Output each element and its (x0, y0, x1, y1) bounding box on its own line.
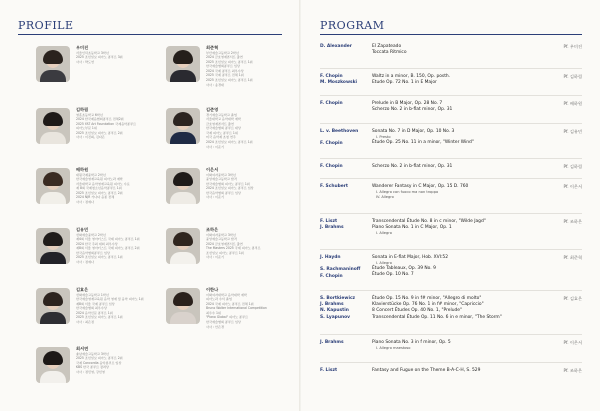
composer-name: N. Kapustin (320, 308, 349, 314)
profile-photo (36, 108, 70, 144)
profile-bio-line: 국제 Concordia 음악콩쿠르 입상 (76, 360, 122, 365)
profile-bio-line: 2024 NJR 가나다 음콩 전체 (76, 195, 115, 200)
profile-bio-line: 대원국제중학교 2학년 (76, 172, 106, 177)
profile-bio (206, 45, 294, 87)
profile-bio-line: 한국음악협회 콩쿠르 입상 (206, 190, 241, 195)
movement-title: I. Allegro (376, 231, 392, 236)
profile-bio-line: The Masters 2025 국제 피아노 콩쿠르 (206, 246, 261, 251)
profile-bio (206, 287, 294, 329)
program-separator (320, 249, 582, 250)
movement-title: I. Allegro maestoso (376, 346, 411, 351)
composer-name: F. Chopin (320, 74, 343, 79)
performer-name: Pf. 김하림 (563, 74, 582, 79)
composer-name: F. Liszt (320, 368, 338, 373)
profile-photo (166, 288, 200, 324)
composer-name: F. Schubert (320, 184, 348, 189)
performer-name: Pf. 우미진 (563, 44, 582, 49)
profile-bio-line: 이화여자대학교 음악대학 재학 (206, 292, 247, 297)
profile-bio-line: 선화예술고등학교 1학년 (76, 292, 109, 297)
program-works (372, 164, 542, 170)
profile-bio-line: 국제 피아노 콩쿠르 1위 (206, 130, 238, 135)
performer-name: Pf. 김효은 (563, 296, 582, 301)
program-separator (320, 158, 582, 159)
profile-bio-line: 최우수 1위 (206, 310, 221, 315)
work-title: Étude Op. 25 No. 11 in a minor, "Winter Wind" (372, 140, 474, 146)
profile-bio-line: 한국예술협회 콩쿠르 입상 (206, 320, 241, 325)
work-title: Prelude in B Major, Op. 28 No. 7 (372, 101, 443, 106)
program-separator (320, 68, 582, 69)
program-separator (320, 123, 582, 124)
profile-name: 이은서 (206, 167, 219, 172)
performer-name: Pf. 배하원 (563, 101, 582, 106)
profile-bio-line: 사사 : 이준기 (206, 195, 224, 200)
profile-name: 김유민 (76, 227, 89, 232)
profile-photo (36, 347, 70, 383)
profile-name: 김준영 (206, 107, 219, 112)
profile-bio-line: 한국예술협회 최우수상 (76, 306, 107, 311)
profile-name: 최준혁 (206, 45, 219, 50)
profile-bio-line: 2025 조선일보 피아노 콩쿠르 3위 (76, 55, 123, 60)
program-works (372, 255, 542, 279)
composer-name: F. Chopin (320, 141, 343, 147)
profile-bio-line: 2024 조선일보 피아노 콩쿠르 1위 (206, 140, 253, 145)
profile-bio-line: 한국예술협회 피아노 콩쿠르 1위 (206, 181, 250, 186)
program-page (300, 0, 600, 411)
program-heading: PROGRAM (320, 19, 385, 32)
profile-bio-line: 2024 조선일보 피아노 콩쿠르 입상 (206, 186, 254, 191)
work-title: Toccata Ritmico (372, 50, 407, 56)
profile-bio-line: Bruno Walter International Competition (206, 306, 267, 311)
composer-name: J. Brahms (320, 340, 344, 345)
program-works (372, 44, 542, 56)
program-separator (320, 290, 582, 291)
movement-title: I. Allegro con fuoco ma non troppo (376, 190, 439, 195)
profile-bio-line: 이화여자중학교 3학년 (206, 172, 236, 177)
work-title: Piano Sonata No. 3 in f minor, Op. 5 (372, 340, 451, 345)
profile-bio-line: 선화예술중학교 2학년 (76, 232, 106, 237)
program-works (372, 74, 542, 86)
program-separator (320, 334, 582, 335)
work-title: I. Allegro (376, 261, 392, 266)
performer-name: Pf. 조하은 (563, 368, 582, 373)
work-title: Piano Sonata No. 1 in C Major, Op. 1 (372, 225, 452, 231)
profile-bio-line: 2024 금호영재콘서트 출연 (206, 55, 243, 60)
profile-name: 김하림 (76, 107, 89, 112)
profile-bio-line: 사사 : 정예나 (76, 260, 94, 265)
profile-bio-line: 서울대학교 음악영재교육원 피아노 수료 (76, 181, 130, 186)
composer-name: D. Alexander (320, 44, 352, 49)
profile-bio-line: 제8회 서울 국제 콩쿠르 입상 (76, 301, 115, 306)
performer-name: Pf. 이은서 (563, 340, 582, 345)
profile-photo (166, 108, 200, 144)
profile-bio-line: 사사 : 이진희, 김다은 (76, 135, 105, 140)
profile-bio-line: 2025 조선일보 피아노 콩쿠르 2위 (76, 190, 123, 195)
composer-name: F. Chopin (320, 273, 343, 279)
profile-bio-line: 제 8회 국제청소년음악콩쿠르 1위 (76, 186, 122, 191)
profile-photo (36, 46, 70, 82)
profile-bio-line: 피아노과 수석 졸업 (206, 297, 232, 302)
profile-bio-line: 충남예술고등학교 3학년 (76, 351, 109, 356)
profile-name: 우미진 (76, 45, 89, 50)
profile-bio-line: 사사 : 정예나 (76, 200, 94, 205)
profile-bio-line: 2024 국제 콩쿠르 최우수상 (206, 68, 244, 73)
program-separator (320, 178, 582, 179)
profile-bio-line: 2025 조선일보 피아노 콩쿠르 1위 (76, 255, 123, 260)
profile-bio-line: 경기예술고등학교 졸업 (206, 112, 237, 117)
composer-name: S. Bortkiewicz (320, 296, 356, 301)
profile-photo (166, 168, 200, 204)
profile-bio-line: 영훈초등학교 6학년 (76, 112, 103, 117)
profile-bio-line: 중앙예술고등학교 합격 (206, 177, 237, 182)
profile-bio (76, 287, 164, 325)
profile-bio-line: 사사 : 이준기 (206, 144, 224, 149)
profile-bio-line: 사사 : 최은정 (76, 320, 94, 325)
profile-bio-line: 2025 조선일보 피아노 콩쿠르 2위 (76, 130, 123, 135)
profile-bio-line: 미국 음악제 초청 연주 (206, 135, 236, 140)
program-separator (320, 95, 582, 96)
profile-bio-line: 한국음악협회콩쿠르 입상 (76, 250, 110, 255)
composer-name: S. Rachmaninoff (320, 267, 361, 273)
profile-name: 이한나 (206, 287, 219, 292)
profile-bio-line: 제4회 서울 영아티스트 국제 피아노 콩쿠르 1위 (76, 237, 140, 242)
profile-bio-line: 2025 조선일보 피아노 콩쿠르 2위 (76, 356, 123, 361)
performer-name: Pf. 김하림 (563, 164, 582, 169)
profile-bio-line: 2024 음악신문 콩쿠르 1위 (76, 310, 113, 315)
profile-bio-line: 사사 : 정민영, 강선영 (76, 369, 105, 374)
profile-bio-line: 조선일보 피아노 콩쿠르 1위 (206, 250, 244, 255)
profile-photo (36, 168, 70, 204)
profile-bio-line: 금호영재콘서트 출연 (206, 121, 234, 126)
work-title: Scherzo No. 2 in b-flat minor, Op. 31 (372, 107, 453, 113)
profile-bio (76, 45, 164, 64)
program-works (372, 129, 542, 146)
profile-bio-line: 서울인덕초등학교 3학년 (76, 50, 109, 55)
profile-bio-line: 중앙예술고등학교 합격 (206, 237, 237, 242)
profile-bio (76, 167, 164, 205)
profile-bio-line: KBS 한국 콩쿠르 장려상 (76, 365, 109, 370)
profile-bio-line: 제8회 서울 영아티스트 국제 피아노 콩쿠르 2위 (76, 246, 140, 251)
profile-name: 최서연 (76, 346, 89, 351)
work-title: Waltz in a minor, B. 150, Op. posth. (372, 74, 451, 79)
program-works (372, 219, 542, 236)
performer-name: Pf. 김유민 (563, 129, 582, 134)
profile-bio-line: 2025 조선일보 피아노 콩쿠르 1위 (206, 78, 253, 83)
profile-bio-line: 사사 : 안은경 (206, 324, 224, 329)
profile-bio-line: 부산예술고등학교 2학년 (206, 50, 239, 55)
profile-name: 김효은 (76, 287, 89, 292)
work-title: 8 Concert Études Op. 40 No. 1, "Prelude" (372, 308, 463, 314)
profile-bio-line: 한국예술영재교육원 피아노과 재학 (76, 177, 123, 182)
profile-bio-line: 2024 한국제음협회콩쿠르 전체2위 (76, 117, 124, 122)
profile-bio (206, 167, 294, 200)
profile-photo (36, 228, 70, 264)
work-title: Transcendental Étude No. 8 in c minor, "Wilde Jagd" (372, 219, 486, 224)
program-works (372, 368, 542, 374)
profile-photo (36, 288, 70, 324)
work-title: Scherzo No. 2 in b-flat minor, Op. 31 (372, 164, 453, 169)
profile-bio-line: 한국예술협회 콩쿠르 대상 (206, 126, 241, 131)
profile-heading-rule (18, 34, 282, 35)
work-title: Étude Tableaux, Op. 39 No. 9 (372, 266, 436, 272)
profile-bio-line: 사사 : 송경대 (206, 82, 224, 87)
profile-bio-line: 서울대학교 음악대학 재학 (206, 117, 241, 122)
profile-bio (206, 227, 294, 260)
work-title: I. Presto (376, 135, 391, 140)
profile-heading: PROFILE (18, 19, 74, 32)
composer-name: J. Brahms (320, 225, 344, 231)
composer-name: F. Chopin (320, 164, 343, 169)
composer-name: J. Haydn (320, 255, 341, 260)
profile-bio-line: 2025 국제 콩쿠르 전체 1위 (206, 73, 244, 78)
profile-bio-line: 사사 : 이준기 (206, 255, 224, 260)
profile-bio-line: 2024 금호영재콘서트 출연 (206, 241, 243, 246)
profile-name: 조하은 (206, 227, 219, 232)
composer-name: L. v. Beethoven (320, 129, 359, 134)
work-title: Étude Op. 10 No. 7 (372, 272, 414, 278)
profile-bio-line: 2024 한국 주최 대회 최우수상 (76, 241, 118, 246)
performer-name: Pf. 이은서 (563, 184, 582, 189)
program-works (372, 184, 542, 200)
composer-name: M. Moszkowski (320, 80, 358, 86)
work-title: Transcendental Étude Op. 11 No. 6 in e minor, "The Storm" (372, 314, 502, 320)
program-heading-rule (320, 34, 582, 35)
composer-name: S. Lyapunov (320, 314, 350, 320)
work-title: El Zapateado (372, 44, 402, 49)
profile-bio-line: 한국예술협회콩쿠르 입상 (206, 64, 240, 69)
work-title: Étude Op. 15 No. 9 in f# minor, "Allegro di molto" (372, 296, 482, 301)
profile-name: 배하원 (76, 167, 89, 172)
work-title: Sonata in E-flat Major, Hob. XVI:52 (372, 255, 449, 260)
profile-bio (76, 227, 164, 265)
profile-bio-line: 한국예술영재교육원 음악 영재 및 음악 피아노 1위 (76, 297, 144, 302)
work-title: Etude Op. 72 No. 1 in E Major (372, 80, 437, 86)
program-works (372, 101, 542, 113)
profile-bio-line: 2025 조선일보 피아노 콩쿠르 1위 (76, 315, 123, 320)
profile-bio-line: 2024 국제 피아노 콩쿠르 전체 1위 (206, 301, 254, 306)
work-title: Klavierstücke Op. 76 No. 1 in f# minor, "Capriccio" (372, 302, 484, 308)
composer-name: J. Brahms (320, 302, 344, 308)
program-separator (320, 213, 582, 214)
work-title: Wanderer Fantasy in C Major, Op. 15 D. 760 (372, 184, 469, 189)
program-works (372, 340, 542, 351)
profile-bio (206, 107, 294, 149)
work-title: Sonata No. 7 in D Major, Op. 10 No. 3 (372, 129, 455, 134)
composer-name: F. Chopin (320, 101, 343, 106)
profile-bio-line: 2025 조선일보 피아노 콩쿠르 1위 (206, 59, 253, 64)
profile-photo (166, 46, 200, 82)
profile-bio (76, 346, 164, 374)
composer-name: F. Liszt (320, 219, 338, 224)
performer-name: Pf. 조하은 (563, 219, 582, 224)
profile-bio-line: "Piano Global" 피아노 콩쿠르 (206, 315, 249, 320)
profile-bio-line: 피아노부문 1위 (76, 126, 97, 131)
program-works (372, 296, 542, 321)
performer-name: Pf. 최준혁 (563, 255, 582, 260)
profile-photo (166, 228, 200, 264)
movement-title: IV. Allegro (376, 195, 394, 200)
profile-bio-line: 사사 : 박도연 (76, 59, 94, 64)
profile-bio-line: 이화여자중학교 3학년 (206, 232, 236, 237)
work-title: Fantasy and Fugue on the Theme B-A-C-H, S. 529 (372, 368, 481, 373)
program-separator (320, 362, 582, 363)
profile-bio (76, 107, 164, 140)
profile-bio-line: 2025 YAT Art Foundation 국제음악콩쿠르 (76, 121, 137, 126)
